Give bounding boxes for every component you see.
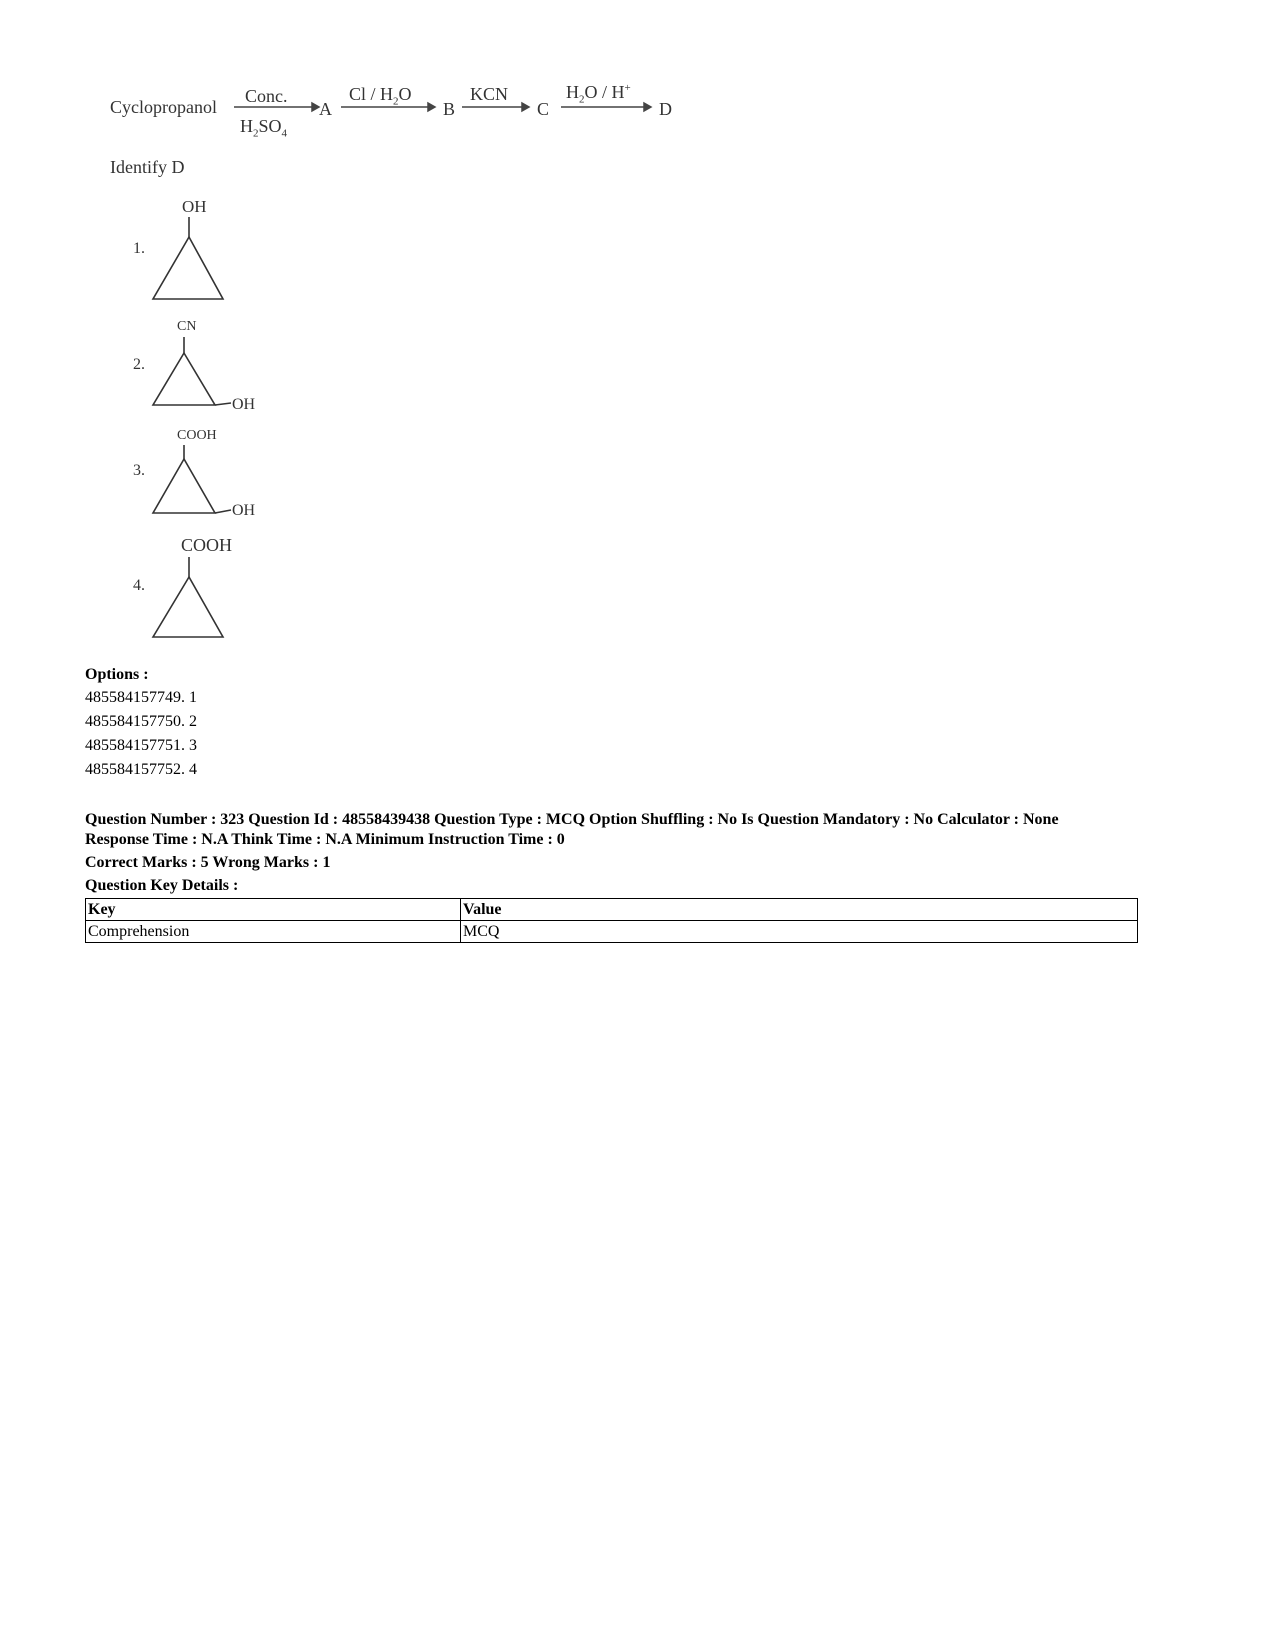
option-item: 485584157749. 1 bbox=[85, 689, 197, 706]
question-prompt: Identify D bbox=[110, 157, 185, 177]
table-header-key: Key bbox=[86, 899, 461, 921]
arrow-step3-head bbox=[522, 103, 529, 111]
meta-line-1: Question Number : 323 Question Id : 48558439438 Question Type : MCQ Option Shuffling : No Is Question Mandatory : No Calculator : None bbox=[85, 811, 1059, 828]
arrow-step2-head bbox=[428, 103, 435, 111]
marks-line: Correct Marks : 5 Wrong Marks : 1 bbox=[85, 854, 331, 871]
option-item: 485584157752. 4 bbox=[85, 761, 197, 778]
table-header-value: Value bbox=[461, 899, 1138, 921]
step3-reagent: KCN bbox=[470, 84, 509, 104]
structure-number: 2. bbox=[133, 356, 145, 373]
structure-top-group: OH bbox=[182, 197, 207, 216]
option-item: 485584157750. 2 bbox=[85, 713, 197, 730]
table-cell-value: MCQ bbox=[461, 921, 1138, 943]
step2-reagent: Cl / $H_2O$ bbox=[349, 84, 412, 108]
meta-line-2: Response Time : N.A Think Time : N.A Minimum Instruction Time : 0 bbox=[85, 831, 565, 848]
product-b-label: B bbox=[443, 99, 456, 119]
step4-reagent: $H_2O / H^+$ bbox=[566, 82, 631, 106]
structure-top-group: COOH bbox=[177, 428, 217, 443]
table-cell-key: Comprehension bbox=[86, 921, 461, 943]
arrow-step4-head bbox=[644, 103, 651, 111]
cyclopropane-ring-3 bbox=[145, 443, 240, 523]
structure-number: 1. bbox=[133, 240, 145, 257]
cyclopropane-ring-4 bbox=[145, 555, 240, 645]
arrow-step1-head bbox=[312, 103, 319, 111]
structure-side-group: OH bbox=[232, 502, 256, 519]
reaction-arrows bbox=[0, 0, 700, 140]
options-title: Options : bbox=[85, 666, 149, 683]
reactant-label: Cyclopropanol bbox=[110, 97, 217, 117]
structure-number: 3. bbox=[133, 462, 145, 479]
table-header-row bbox=[86, 899, 1138, 921]
option-item: 485584157751. 3 bbox=[85, 737, 197, 754]
structure-number: 4. bbox=[133, 577, 145, 594]
cyclopropane-ring-1 bbox=[145, 215, 235, 310]
cyclopropane-ring-2 bbox=[145, 335, 240, 415]
question-meta bbox=[85, 810, 1185, 896]
table-row bbox=[86, 921, 1138, 943]
structure-top-group: COOH bbox=[181, 535, 233, 555]
step1-reagent-bottom: $H_2SO_4$ bbox=[240, 116, 288, 140]
key-details-table bbox=[85, 898, 1138, 943]
product-d-label: D bbox=[659, 99, 672, 119]
step1-reagent-top: Conc. bbox=[245, 86, 288, 106]
key-details-title: Question Key Details : bbox=[85, 877, 239, 894]
product-c-label: C bbox=[537, 99, 550, 119]
structure-top-group: CN bbox=[177, 319, 197, 334]
options-section bbox=[85, 666, 197, 782]
product-a-label: A bbox=[319, 99, 332, 119]
structure-side-group: OH bbox=[232, 396, 256, 413]
